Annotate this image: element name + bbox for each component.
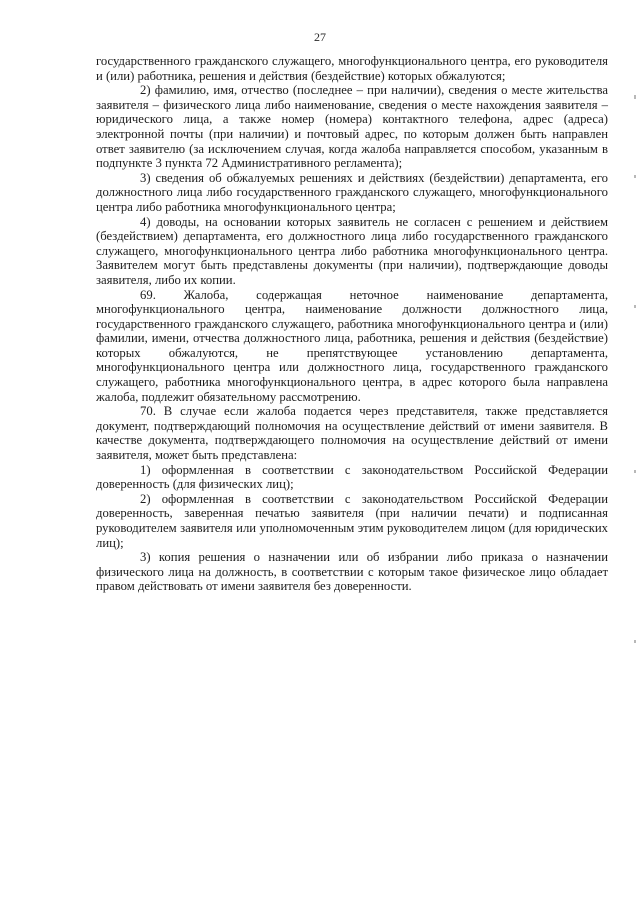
scan-mark [634, 470, 636, 473]
paragraph-70-item-2: 2) оформленная в соответствии с законодательством Российской Федерации доверенность, заверенная печатью заявителя (при наличии печати) и подписанная руководителем заявителя или уполномоченным этим руководителем лицом (для юридических лиц); [96, 491, 608, 550]
paragraph-70-item-3: 3) копия решения о назначении или об избрании либо приказа о назначении физического лица на должность, в соответствии с которым такое физическое лицо обладает правом действовать от имени заявителя без доверенности. [96, 550, 608, 594]
paragraph-item-2: 2) фамилию, имя, отчество (последнее – при наличии), сведения о месте жительства заявителя – физического лица либо наименование, сведения о месте нахождения заявителя – юридического лица, а также номер (номера) контактного телефона, адрес (адреса) электронной почты (при наличии) и почтовый адрес, по которым должен быть направлен ответ заявителю (за исключением случая, когда жалоба направляется способом, указанным в подпункте 3 пункта 72 Административного регламента); [96, 83, 608, 171]
paragraph-69: 69. Жалоба, содержащая неточное наименование департамента, многофункционального центра, наименование должности должностного лица, государственного гражданского служащего, работника многофункционального центра и (или) фамилии, имени, отчества должностного лица, работника, решения и действия (бездействие) которых обжалуются, не препятствующее установлению департамента, многофункционального центра или должностного лица, государственного гражданского служащего, работника многофункционального центра, в адрес которого была направлена жалоба, подлежит обязательному рассмотрению. [96, 287, 608, 404]
page-number: 27 [314, 30, 326, 44]
paragraph-item-3: 3) сведения об обжалуемых решениях и действиях (бездействии) департамента, его должностного лица либо государственного гражданского служащего, многофункционального центра либо работника многофункционального центра; [96, 170, 608, 214]
paragraph-70: 70. В случае если жалоба подается через представителя, также представляется документ, подтверждающий полномочия на осуществление действий от имени заявителя. В качестве документа, подтверждающего полномочия на осуществление действий от имени заявителя, может быть представлена: [96, 404, 608, 463]
paragraph-item-4: 4) доводы, на основании которых заявитель не согласен с решением и действием (бездействием) департамента, его должностного лица либо государственного гражданского служащего, многофункционального центра либо работника многофункционального центра. Заявителем могут быть представлены документы (при наличии), подтверждающие доводы заявителя, либо их копии. [96, 214, 608, 287]
paragraph-70-item-1: 1) оформленная в соответствии с законодательством Российской Федерации доверенность (для физических лиц); [96, 462, 608, 492]
scan-mark [634, 95, 636, 99]
document-body [96, 54, 608, 594]
scan-mark [634, 305, 636, 308]
scan-mark [634, 640, 636, 643]
paragraph-continuation: государственного гражданского служащего, многофункционального центра, его руководителя и (или) работника, решения и действия (бездействие) которых обжалуются; [96, 54, 608, 83]
scan-mark [634, 175, 636, 178]
